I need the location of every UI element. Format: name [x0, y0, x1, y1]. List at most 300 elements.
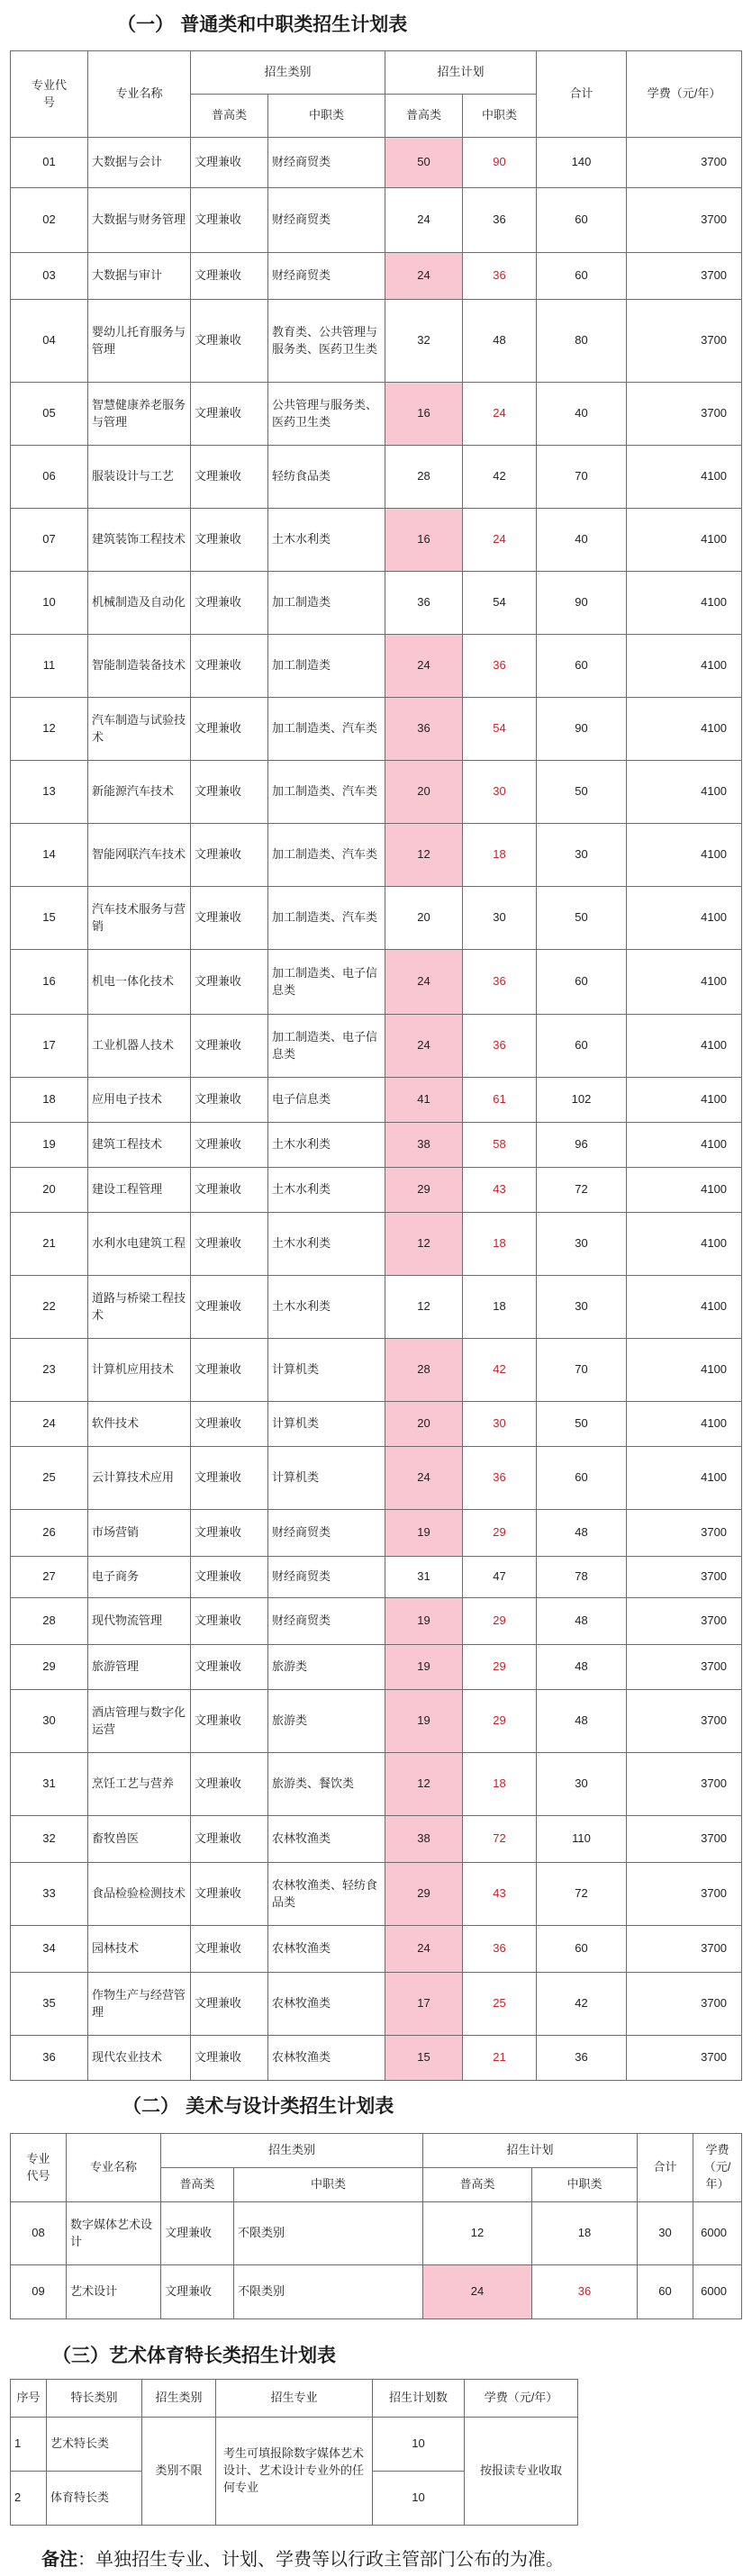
- row-category-vocational: 公共管理与服务类、医药卫生类: [268, 383, 385, 446]
- row-code: 14: [11, 824, 88, 887]
- row-code: 12: [11, 698, 88, 761]
- row-total: 96: [537, 1123, 627, 1168]
- row-name: 园林技术: [88, 1926, 191, 1973]
- row-plan-vocational: 54: [463, 698, 537, 761]
- row-plan-vocational: 54: [463, 572, 537, 635]
- row-plan-general: 12: [385, 1753, 463, 1816]
- row-total: 48: [537, 1645, 627, 1690]
- table-row: [11, 509, 742, 572]
- row-category-vocational: 计算机类: [268, 1339, 385, 1402]
- row-category-general: 文理兼收: [191, 1168, 268, 1213]
- row-category-general: 文理兼收: [191, 1276, 268, 1339]
- row-name: 建设工程管理: [88, 1168, 191, 1213]
- row-name: 艺术设计: [67, 2265, 161, 2319]
- table-row: [11, 1816, 742, 1863]
- row-fee: 4100: [627, 1078, 742, 1123]
- row-code: 16: [11, 950, 88, 1015]
- row-total: 50: [537, 761, 627, 824]
- art-sports-specialty-plan-table: [10, 2379, 578, 2526]
- row-category-general: 文理兼收: [191, 1123, 268, 1168]
- table-row: [11, 1973, 742, 2036]
- row-category-general: 文理兼收: [191, 1690, 268, 1753]
- row-plan-general: 50: [385, 138, 463, 188]
- row-name: 服装设计与工艺: [88, 446, 191, 509]
- row-code: 05: [11, 383, 88, 446]
- row-name: 应用电子技术: [88, 1078, 191, 1123]
- row-plan-vocational: 36: [532, 2265, 638, 2319]
- row-type: 艺术特长类: [47, 2418, 142, 2472]
- row-category-general: 文理兼收: [191, 1645, 268, 1690]
- row-fee: 6000: [693, 2202, 742, 2265]
- row-fee: 4100: [627, 1213, 742, 1276]
- row-plan-vocational: 18: [532, 2202, 638, 2265]
- row-category-vocational: 轻纺食品类: [268, 446, 385, 509]
- row-plan-vocational: 24: [463, 383, 537, 446]
- table1-title: （一） 普通类和中职类招生计划表: [117, 14, 408, 35]
- row-category-general: 文理兼收: [191, 635, 268, 698]
- row-name: 食品检验检测技术: [88, 1863, 191, 1926]
- table-row: [11, 1510, 742, 1557]
- col-name-header: 专业名称: [88, 51, 191, 138]
- row-category-general: 文理兼收: [191, 572, 268, 635]
- row-name: 云计算技术应用: [88, 1447, 191, 1510]
- row-code: 10: [11, 572, 88, 635]
- row-plan-vocational: 42: [463, 1339, 537, 1402]
- row-plan-general: 28: [385, 1339, 463, 1402]
- row-category-vocational: 土木水利类: [268, 1276, 385, 1339]
- row-plan-general: 12: [423, 2202, 532, 2265]
- row-code: 17: [11, 1015, 88, 1078]
- row-plan-vocational: 36: [463, 1015, 537, 1078]
- table-row: [11, 1926, 742, 1973]
- row-plan-vocational: 18: [463, 1276, 537, 1339]
- table-row: [11, 300, 742, 383]
- row-category-general: 文理兼收: [191, 1557, 268, 1598]
- row-total: 60: [537, 950, 627, 1015]
- table-row: [11, 1015, 742, 1078]
- row-major: 考生可填报除数字媒体艺术设计、艺术设计专业外的任何专业: [216, 2418, 373, 2526]
- row-no: 1: [11, 2418, 47, 2472]
- table-row: [11, 824, 742, 887]
- row-code: 36: [11, 2036, 88, 2081]
- row-plan-general: 15: [385, 2036, 463, 2081]
- row-fee: 4100: [627, 1168, 742, 1213]
- row-category-general: 文理兼收: [191, 253, 268, 300]
- table-row: [11, 698, 742, 761]
- t3-col-category-header: 招生类别: [142, 2380, 216, 2418]
- row-plan-vocational: 18: [463, 824, 537, 887]
- row-plan-general: 16: [385, 509, 463, 572]
- row-total: 72: [537, 1863, 627, 1926]
- row-total: 60: [537, 1447, 627, 1510]
- row-plan-vocational: 21: [463, 2036, 537, 2081]
- row-total: 80: [537, 300, 627, 383]
- row-category-general: 文理兼收: [161, 2265, 234, 2319]
- row-category-general: 文理兼收: [191, 188, 268, 253]
- row-plan-general: 24: [423, 2265, 532, 2319]
- table-row: [11, 1402, 742, 1447]
- t3-col-no-header: 序号: [11, 2380, 47, 2418]
- row-name: 畜牧兽医: [88, 1816, 191, 1863]
- row-category-general: 文理兼收: [191, 1339, 268, 1402]
- row-category-vocational: 财经商贸类: [268, 253, 385, 300]
- table-row: [11, 138, 742, 188]
- row-plan-vocational: 29: [463, 1510, 537, 1557]
- row-category-vocational: 农林牧渔类: [268, 1973, 385, 2036]
- row-code: 06: [11, 446, 88, 509]
- row-name: 机电一体化技术: [88, 950, 191, 1015]
- row-plan-vocational: 18: [463, 1213, 537, 1276]
- row-code: 30: [11, 1690, 88, 1753]
- row-code: 27: [11, 1557, 88, 1598]
- row-fee: 4100: [627, 698, 742, 761]
- row-category: 类别不限: [142, 2418, 216, 2526]
- row-name: 工业机器人技术: [88, 1015, 191, 1078]
- row-plan-general: 38: [385, 1123, 463, 1168]
- row-category-vocational: 不限类别: [234, 2202, 423, 2265]
- row-plan-vocational: 58: [463, 1123, 537, 1168]
- table-row: [11, 2265, 742, 2319]
- row-total: 70: [537, 1339, 627, 1402]
- row-code: 34: [11, 1926, 88, 1973]
- row-fee: 按报读专业收取: [465, 2418, 578, 2526]
- row-fee: 4100: [627, 761, 742, 824]
- row-name: 建筑装饰工程技术: [88, 509, 191, 572]
- row-plan-vocational: 36: [463, 950, 537, 1015]
- row-category-vocational: 计算机类: [268, 1447, 385, 1510]
- row-total: 90: [537, 698, 627, 761]
- row-total: 60: [537, 1926, 627, 1973]
- row-plan-vocational: 18: [463, 1753, 537, 1816]
- row-plan-vocational: 42: [463, 446, 537, 509]
- row-fee: 3700: [627, 1510, 742, 1557]
- table-row: [11, 1123, 742, 1168]
- row-total: 36: [537, 2036, 627, 2081]
- row-category-general: 文理兼收: [191, 138, 268, 188]
- row-fee: 3700: [627, 1973, 742, 2036]
- col-plan-general-header: 普高类: [385, 95, 463, 138]
- row-category-vocational: 旅游类: [268, 1645, 385, 1690]
- row-total: 30: [537, 1753, 627, 1816]
- row-code: 07: [11, 509, 88, 572]
- row-code: 21: [11, 1213, 88, 1276]
- row-plan-vocational: 48: [463, 300, 537, 383]
- row-code: 26: [11, 1510, 88, 1557]
- row-code: 24: [11, 1402, 88, 1447]
- table-row: [11, 761, 742, 824]
- row-fee: 3700: [627, 1598, 742, 1645]
- row-total: 42: [537, 1973, 627, 2036]
- row-category-general: 文理兼收: [191, 2036, 268, 2081]
- row-plan-vocational: 30: [463, 1402, 537, 1447]
- row-total: 60: [537, 188, 627, 253]
- row-fee: 3700: [627, 1645, 742, 1690]
- row-code: 09: [11, 2265, 67, 2319]
- row-fee: 4100: [627, 950, 742, 1015]
- row-count: 10: [373, 2418, 465, 2472]
- table-row: [11, 1168, 742, 1213]
- table-row: [11, 1078, 742, 1123]
- row-total: 70: [537, 446, 627, 509]
- row-fee: 4100: [627, 824, 742, 887]
- t2-col-plan-general-header: 普高类: [423, 2168, 532, 2202]
- row-plan-vocational: 36: [463, 253, 537, 300]
- row-fee: 4100: [627, 1015, 742, 1078]
- row-category-vocational: 计算机类: [268, 1402, 385, 1447]
- row-code: 02: [11, 188, 88, 253]
- row-category-general: 文理兼收: [191, 761, 268, 824]
- footnote: [41, 2544, 564, 2571]
- row-code: 13: [11, 761, 88, 824]
- row-name: 数字媒体艺术设计: [67, 2202, 161, 2265]
- row-plan-vocational: 90: [463, 138, 537, 188]
- row-plan-vocational: 36: [463, 188, 537, 253]
- row-category-general: 文理兼收: [191, 1402, 268, 1447]
- row-category-general: 文理兼收: [191, 950, 268, 1015]
- table-row: [11, 1213, 742, 1276]
- table-row: [11, 1447, 742, 1510]
- row-plan-general: 31: [385, 1557, 463, 1598]
- row-plan-general: 20: [385, 761, 463, 824]
- t3-col-type-header: 特长类别: [47, 2380, 142, 2418]
- row-category-vocational: 教育类、公共管理与服务类、医药卫生类: [268, 300, 385, 383]
- table-row: [11, 635, 742, 698]
- row-code: 08: [11, 2202, 67, 2265]
- table-row: [11, 253, 742, 300]
- table-row: [11, 1339, 742, 1402]
- row-fee: 6000: [693, 2265, 742, 2319]
- row-category-vocational: 加工制造类: [268, 635, 385, 698]
- row-total: 110: [537, 1816, 627, 1863]
- row-total: 60: [537, 1015, 627, 1078]
- row-fee: 4100: [627, 1447, 742, 1510]
- row-plan-vocational: 72: [463, 1816, 537, 1863]
- row-name: 道路与桥梁工程技术: [88, 1276, 191, 1339]
- row-plan-general: 41: [385, 1078, 463, 1123]
- row-fee: 4100: [627, 1276, 742, 1339]
- row-name: 软件技术: [88, 1402, 191, 1447]
- row-plan-general: 12: [385, 1276, 463, 1339]
- row-name: 智能网联汽车技术: [88, 824, 191, 887]
- row-plan-general: 19: [385, 1598, 463, 1645]
- row-category-vocational: 加工制造类、电子信息类: [268, 950, 385, 1015]
- row-total: 60: [537, 635, 627, 698]
- row-code: 23: [11, 1339, 88, 1402]
- row-category-vocational: 农林牧渔类: [268, 1926, 385, 1973]
- table-row: [11, 1598, 742, 1645]
- row-fee: 4100: [627, 1339, 742, 1402]
- row-category-general: 文理兼收: [191, 698, 268, 761]
- row-category-general: 文理兼收: [191, 1510, 268, 1557]
- t2-col-plan-vocational-header: 中职类: [532, 2168, 638, 2202]
- row-plan-vocational: 61: [463, 1078, 537, 1123]
- row-category-general: 文理兼收: [191, 824, 268, 887]
- row-plan-vocational: 36: [463, 635, 537, 698]
- row-total: 78: [537, 1557, 627, 1598]
- footnote-text: ：单独招生专业、计划、学费等以行政主管部门公布的为准。: [77, 2548, 564, 2570]
- row-category-vocational: 加工制造类: [268, 572, 385, 635]
- row-plan-general: 24: [385, 1926, 463, 1973]
- row-plan-general: 28: [385, 446, 463, 509]
- col-fee-header: 学费（元/年）: [627, 51, 742, 138]
- t2-col-fee-header: 学费（元/年）: [693, 2134, 742, 2202]
- row-fee: 4100: [627, 572, 742, 635]
- row-category-vocational: 加工制造类、汽车类: [268, 761, 385, 824]
- row-total: 40: [537, 383, 627, 446]
- row-plan-general: 16: [385, 383, 463, 446]
- t2-col-category-general-header: 普高类: [161, 2168, 234, 2202]
- row-total: 48: [537, 1598, 627, 1645]
- row-fee: 3700: [627, 1926, 742, 1973]
- row-name: 水利水电建筑工程: [88, 1213, 191, 1276]
- row-category-vocational: 财经商贸类: [268, 1557, 385, 1598]
- row-code: 29: [11, 1645, 88, 1690]
- row-plan-vocational: 29: [463, 1645, 537, 1690]
- row-plan-vocational: 36: [463, 1926, 537, 1973]
- t3-col-major-header: 招生专业: [216, 2380, 373, 2418]
- row-category-vocational: 加工制造类、汽车类: [268, 887, 385, 950]
- row-name: 电子商务: [88, 1557, 191, 1598]
- table-row: [11, 1276, 742, 1339]
- row-name: 新能源汽车技术: [88, 761, 191, 824]
- row-name: 大数据与会计: [88, 138, 191, 188]
- t3-col-fee-header: 学费（元/年）: [465, 2380, 578, 2418]
- row-category-general: 文理兼收: [191, 1078, 268, 1123]
- row-fee: 4100: [627, 1402, 742, 1447]
- row-category-vocational: 不限类别: [234, 2265, 423, 2319]
- row-total: 60: [537, 253, 627, 300]
- row-category-general: 文理兼收: [191, 1863, 268, 1926]
- table-row: [11, 950, 742, 1015]
- row-category-general: 文理兼收: [191, 509, 268, 572]
- row-category-vocational: 土木水利类: [268, 509, 385, 572]
- row-name: 智慧健康养老服务与管理: [88, 383, 191, 446]
- row-plan-general: 24: [385, 253, 463, 300]
- row-total: 48: [537, 1510, 627, 1557]
- row-name: 汽车制造与试验技术: [88, 698, 191, 761]
- row-plan-general: 29: [385, 1863, 463, 1926]
- row-category-general: 文理兼收: [191, 1753, 268, 1816]
- row-plan-vocational: 24: [463, 509, 537, 572]
- row-category-vocational: 加工制造类、电子信息类: [268, 1015, 385, 1078]
- row-name: 婴幼儿托育服务与管理: [88, 300, 191, 383]
- row-total: 48: [537, 1690, 627, 1753]
- row-name: 酒店管理与数字化运营: [88, 1690, 191, 1753]
- row-fee: 3700: [627, 1557, 742, 1598]
- row-fee: 4100: [627, 446, 742, 509]
- row-plan-general: 19: [385, 1645, 463, 1690]
- row-count: 10: [373, 2472, 465, 2526]
- row-fee: 3700: [627, 1816, 742, 1863]
- row-fee: 3700: [627, 138, 742, 188]
- row-category-general: 文理兼收: [191, 1973, 268, 2036]
- col-category-general-header: 普高类: [191, 95, 268, 138]
- row-plan-vocational: 36: [463, 1447, 537, 1510]
- row-category-vocational: 旅游类、餐饮类: [268, 1753, 385, 1816]
- t2-col-category-vocational-header: 中职类: [234, 2168, 423, 2202]
- row-total: 30: [537, 824, 627, 887]
- row-name: 市场营销: [88, 1510, 191, 1557]
- table-row: [11, 1557, 742, 1598]
- table-row: [11, 1690, 742, 1753]
- table-row: [11, 188, 742, 253]
- general-vocational-plan-table: [10, 50, 742, 2081]
- row-total: 102: [537, 1078, 627, 1123]
- table-row: [11, 2418, 578, 2472]
- row-fee: 3700: [627, 1753, 742, 1816]
- row-name: 烹饪工艺与营养: [88, 1753, 191, 1816]
- table-row: [11, 2036, 742, 2081]
- row-fee: 3700: [627, 300, 742, 383]
- row-plan-general: 24: [385, 1015, 463, 1078]
- row-name: 大数据与财务管理: [88, 188, 191, 253]
- row-name: 旅游管理: [88, 1645, 191, 1690]
- row-fee: 3700: [627, 1863, 742, 1926]
- t3-col-count-header: 招生计划数: [373, 2380, 465, 2418]
- row-name: 计算机应用技术: [88, 1339, 191, 1402]
- art-design-plan-table: [10, 2133, 742, 2319]
- row-category-general: 文理兼收: [191, 1816, 268, 1863]
- row-category-general: 文理兼收: [191, 1926, 268, 1973]
- row-code: 35: [11, 1973, 88, 2036]
- row-code: 19: [11, 1123, 88, 1168]
- row-name: 建筑工程技术: [88, 1123, 191, 1168]
- row-plan-general: 32: [385, 300, 463, 383]
- row-category-vocational: 电子信息类: [268, 1078, 385, 1123]
- col-plan-vocational-header: 中职类: [463, 95, 537, 138]
- row-fee: 4100: [627, 635, 742, 698]
- row-category-vocational: 农林牧渔类: [268, 2036, 385, 2081]
- row-category-general: 文理兼收: [191, 446, 268, 509]
- row-fee: 4100: [627, 509, 742, 572]
- row-category-vocational: 财经商贸类: [268, 1598, 385, 1645]
- row-total: 140: [537, 138, 627, 188]
- row-category-vocational: 加工制造类、汽车类: [268, 824, 385, 887]
- table-row: [11, 1863, 742, 1926]
- col-total-header: 合计: [537, 51, 627, 138]
- row-category-general: 文理兼收: [191, 1598, 268, 1645]
- row-total: 60: [638, 2265, 693, 2319]
- row-total: 72: [537, 1168, 627, 1213]
- row-plan-general: 20: [385, 887, 463, 950]
- row-plan-general: 19: [385, 1690, 463, 1753]
- row-name: 作物生产与经营管理: [88, 1973, 191, 2036]
- row-plan-general: 20: [385, 1402, 463, 1447]
- row-plan-general: 29: [385, 1168, 463, 1213]
- table-row: [11, 2202, 742, 2265]
- table-row: [11, 446, 742, 509]
- row-plan-vocational: 25: [463, 1973, 537, 2036]
- t2-col-code-header: 专业代号: [11, 2134, 67, 2202]
- row-plan-general: 12: [385, 824, 463, 887]
- table3-title: （三）艺术体育特长类招生计划表: [52, 2345, 336, 2366]
- row-plan-vocational: 30: [463, 887, 537, 950]
- row-no: 2: [11, 2472, 47, 2526]
- row-category-vocational: 财经商贸类: [268, 188, 385, 253]
- row-category-vocational: 旅游类: [268, 1690, 385, 1753]
- row-plan-vocational: 30: [463, 761, 537, 824]
- row-code: 01: [11, 138, 88, 188]
- row-category-vocational: 加工制造类、汽车类: [268, 698, 385, 761]
- col-code-header: 专业代号: [11, 51, 88, 138]
- row-category-general: 文理兼收: [191, 1213, 268, 1276]
- row-code: 04: [11, 300, 88, 383]
- row-plan-general: 24: [385, 635, 463, 698]
- row-category-vocational: 农林牧渔类、轻纺食品类: [268, 1863, 385, 1926]
- row-category-vocational: 土木水利类: [268, 1168, 385, 1213]
- row-plan-general: 36: [385, 572, 463, 635]
- row-fee: 3700: [627, 2036, 742, 2081]
